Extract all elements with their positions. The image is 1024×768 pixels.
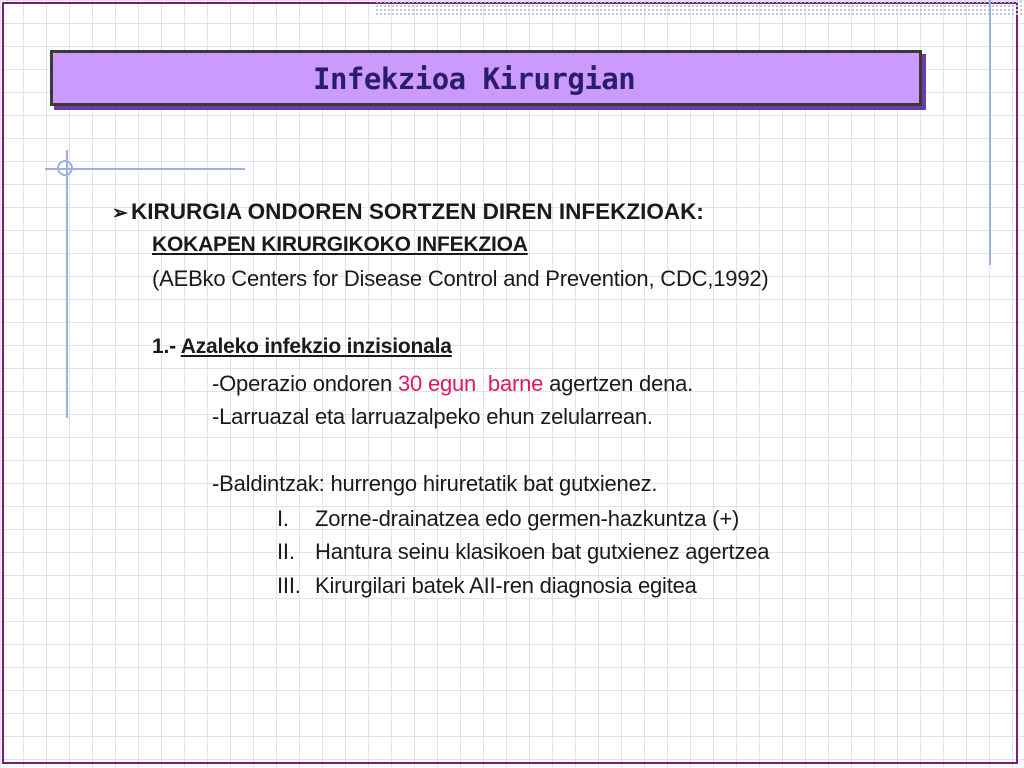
item-1-title: Azaleko infekzio inzisionala	[180, 335, 452, 358]
criterion-number: II.	[277, 539, 295, 564]
baldintzak-line: -Baldintzak: hurrengo hiruretatik bat gutxienez.	[212, 471, 658, 496]
criterion-item	[277, 506, 739, 532]
item-1-number: 1.-	[152, 335, 181, 358]
criterion-item	[277, 573, 697, 599]
section-heading	[112, 199, 704, 225]
criterion-text: Zorne-drainatzea edo germen-hazkuntza (+)	[315, 506, 740, 531]
criterion-text: Kirurgilari batek AII-ren diagnosia egitea	[315, 573, 697, 598]
criterion-item	[277, 539, 769, 565]
operazio-space	[476, 371, 488, 396]
source-citation: (AEBko Centers for Disease Control and Prevention, CDC,1992)	[152, 266, 769, 291]
operazio-suffix: agertzen dena.	[543, 371, 694, 396]
criterion-text: Hantura seinu klasikoen bat gutxienez agertzea	[315, 539, 770, 564]
operazio-prefix: -Operazio ondoren	[212, 371, 398, 396]
criterion-number: III.	[277, 573, 301, 598]
subheading: KOKAPEN KIRURGIKOKO INFEKZIOA	[152, 233, 528, 256]
section-heading-text: KIRURGIA ONDOREN SORTZEN DIREN INFEKZIOAK:	[131, 199, 704, 224]
item-1-heading	[152, 335, 452, 359]
arrow-bullet-icon: ➢	[112, 203, 128, 224]
slide-title: Infekzioa Kirurgian	[313, 62, 636, 96]
criterion-number: I.	[277, 506, 289, 531]
larruazal-line: -Larruazal eta larruazalpeko ehun zelularrean.	[212, 404, 653, 429]
highlight-30-egun: 30 egun	[397, 371, 477, 396]
highlight-barne: barne	[487, 371, 544, 396]
operazio-line	[212, 371, 693, 397]
